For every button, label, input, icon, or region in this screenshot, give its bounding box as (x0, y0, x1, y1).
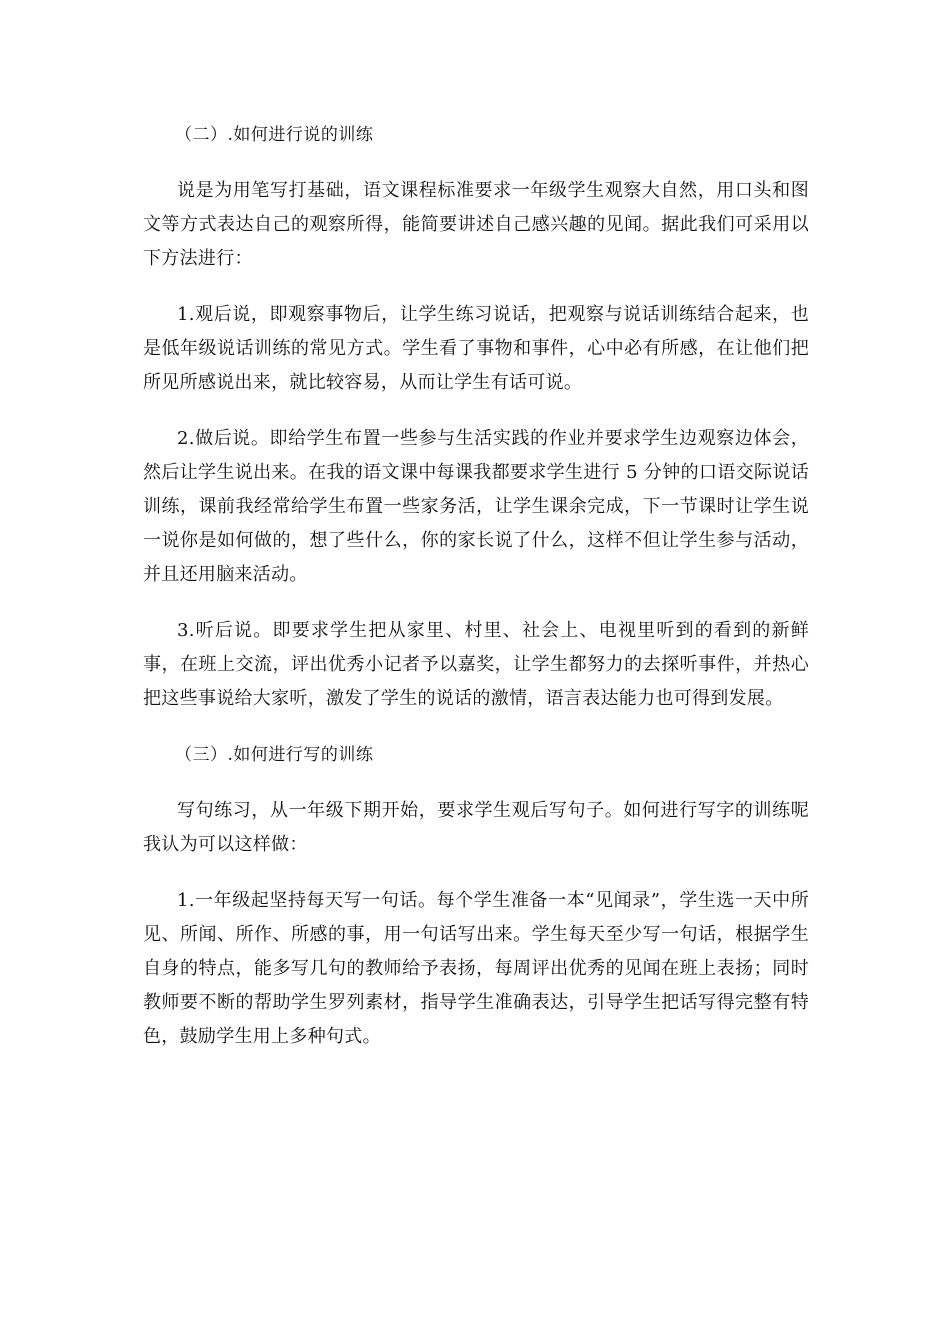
paragraph-speaking-intro: 说是为用笔写打基础，语文课程标准要求一年级学生观察大自然，用口头和图文等方式表达自己的观察所得，能简要讲述自己感兴趣的见闻。据此我们可采用以下方法进行： (143, 180, 809, 269)
document-body (143, 118, 809, 1076)
paragraph-daily-sentence: 1.一年级起坚持每天写一句话。每个学生准备一本“见闻录”，学生选一天中所见、所闻、所作、所感的事，用一句话写出来。学生每天至少写一句话，根据学生自身的特点，能多写几句的教师给予表扬，每周评出优秀的见闻在班上表扬；同时教师要不断的帮助学生罗列素材，指导学生准确表达，引导学生把话写得完整有特色，鼓励学生用上多种句式。 (143, 890, 809, 1047)
section-heading-writing: （三）.如何进行写的训练 (175, 745, 374, 765)
paragraph-speak-after-listening: 3.听后说。即要求学生把从家里、村里、社会上、电视里听到的看到的新鲜事，在班上交流，评出优秀小记者予以嘉奖，让学生都努力的去探听事件，并热心把这些事说给大家听，激发了学生的说话的激情，语言表达能力也可得到发展。 (143, 620, 809, 709)
section-heading-speaking: （二）.如何进行说的训练 (175, 125, 374, 145)
paragraph-writing-intro: 写句练习，从一年级下期开始，要求学生观后写句子。如何进行写字的训练呢我认为可以这样做： (143, 800, 809, 855)
paragraph-speak-after-doing: 2.做后说。即给学生布置一些参与生活实践的作业并要求学生边观察边体会，然后让学生说出来。在我的语文课中每课我都要求学生进行 5 分钟的口语交际说话训练，课前我经常给学生布置一些家务活，让学生课余完成，下一节课时让学生说一说你是如何做的，想了些什么，你的家长说了什么，这样不但让学生参与活动，并且还用脑来活动。 (143, 428, 809, 585)
paragraph-speak-after-observe: 1.观后说，即观察事物后，让学生练习说话，把观察与说话训练结合起来，也是低年级说话训练的常见方式。学生看了事物和事件，心中必有所感，在让他们把所见所感说出来，就比较容易，从而让学生有话可说。 (143, 304, 809, 393)
